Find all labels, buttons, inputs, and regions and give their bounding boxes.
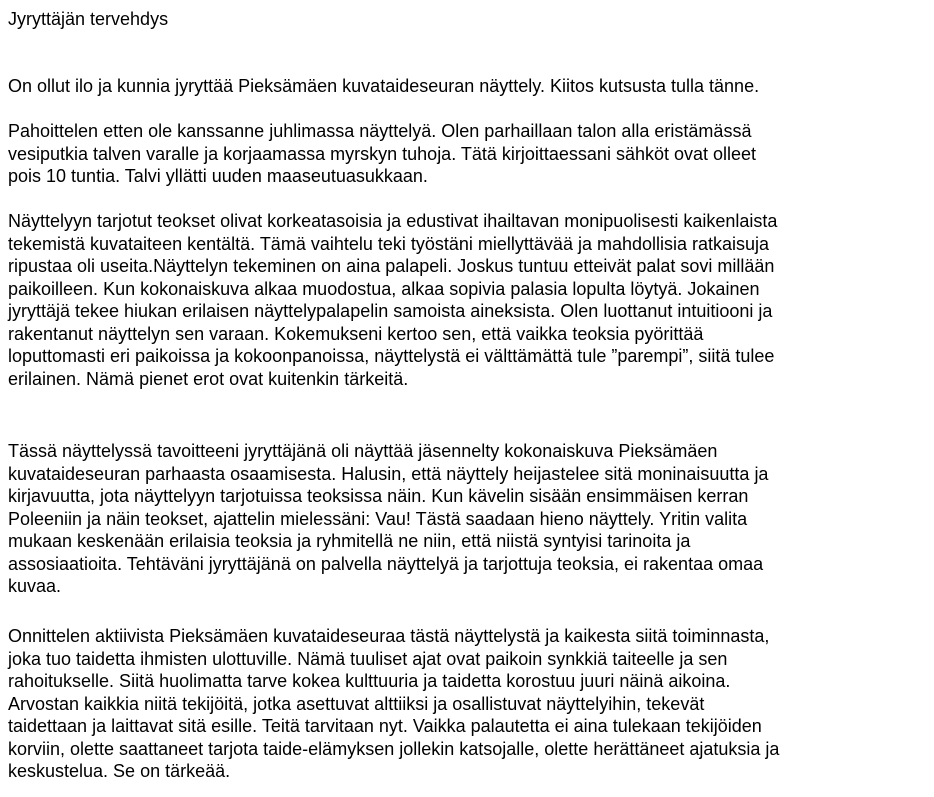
paragraph-line: erilainen. Nämä pienet erot ovat kuitenkin tärkeitä. <box>8 368 409 389</box>
paragraph-line: mukaan keskenään erilaisia teoksia ja ryhmitellä ne niin, että niistä syntyisi tarinoita ja <box>8 531 691 551</box>
paragraph-line: kuvataideseuran parhaasta osaamisesta. Halusin, että näyttely heijastelee sitä moninaisuutta ja <box>8 463 769 484</box>
paragraph-works <box>8 210 926 390</box>
paragraph-line: taidettaan ja laittavat sitä esille. Teitä tarvitaan nyt. Vaikka palautetta ei aina tulekaan tekijöiden <box>8 716 762 736</box>
paragraph-line: ripustaa oli useita.Näyttelyn tekeminen on aina palapeli. Joskus tuntuu etteivät palat sovi millään <box>8 256 775 276</box>
paragraph-line: korviin, olette saattaneet tarjota taide-elämyksen jollekin katsojalle, olette herättäneet ajatuksia ja <box>8 738 780 759</box>
paragraph-line: rahoitukselle. Siitä huolimatta tarve kokea kulttuuria ja taidetta korostuu juuri näinä aikoina. <box>8 671 731 691</box>
paragraph-line: tekemistä kuvataiteen kentältä. Tämä vaihtelu teki työstäni miellyttävää ja mahdollisia ratkaisuja <box>8 233 770 254</box>
paragraph-line: Onnittelen aktiivista Pieksämäen kuvataideseuraa tästä näyttelystä ja kaikesta siitä toiminnasta, <box>8 626 770 646</box>
document-title: Jyryttäjän tervehdys <box>8 9 169 29</box>
paragraph-line: keskustelua. Se on tärkeää. <box>8 761 231 781</box>
paragraph-line: rakentanut näyttelyn sen varaan. Kokemukseni kertoo sen, että vaikka teoksia pyörittää <box>8 323 704 344</box>
paragraph-line: kuvaa. <box>8 576 62 596</box>
paragraph-line: joka tuo taidetta ihmisten ulottuville. Nämä tuuliset ajat ovat paikoin synkkiä taiteelle ja sen <box>8 648 728 669</box>
paragraph-line: kirjavuutta, jota näyttelyyn tarjotuissa teoksissa näin. Kun kävelin sisään ensimmäisen kerran <box>8 486 749 506</box>
paragraph-apology <box>8 120 926 188</box>
paragraph-line: loputtomasti eri paikoissa ja kokoonpanoissa, näyttelystä ei välttämättä tule ”parempi”, siitä tulee <box>8 346 775 366</box>
paragraph-line: assosiaatioita. Tehtäväni jyryttäjänä on palvella näyttelyä ja tarjottuja teoksia, ei rakentaa omaa <box>8 553 764 574</box>
paragraph-congratulations <box>8 625 926 783</box>
paragraph-line: On ollut ilo ja kunnia jyryttää Pieksämäen kuvataideseuran näyttely. Kiitos kutsusta tulla tänne. <box>8 76 760 96</box>
paragraph-line: Arvostan kaikkia niitä tekijöitä, jotka asettuvat alttiiksi ja osallistuvat näyttelyihin, tekevät <box>8 693 705 714</box>
paragraph-line: Tässä näyttelyssä tavoitteeni jyryttäjänä oli näyttää jäsennelty kokonaiskuva Pieksämäen <box>8 441 718 461</box>
paragraph-line: jyryttäjä tekee hiukan erilaisen näyttelypalapelin samoista aineksista. Olen luottanut intuitiooni ja <box>8 301 773 321</box>
paragraph-line: pois 10 tuntia. Talvi yllätti uuden maaseutuasukkaan. <box>8 166 428 186</box>
paragraph-line: Poleeniin ja näin teokset, ajattelin mielessäni: Vau! Tästä saadaan hieno näyttely. Yritin valita <box>8 508 748 529</box>
paragraph-line: paikoilleen. Kun kokonaiskuva alkaa muodostua, alkaa sopivia palasia lopulta löytyä. Jokainen <box>8 278 760 299</box>
paragraph-greeting <box>8 75 926 98</box>
paragraph-line: vesiputkia talven varalle ja korjaamassa myrskyn tuhoja. Tätä kirjoittaessani sähköt ovat olleet <box>8 143 757 164</box>
paragraph-line: Näyttelyyn tarjotut teokset olivat korkeatasoisia ja edustivat ihailtavan monipuolisesti kaikenlaista <box>8 211 778 231</box>
paragraph-goal <box>8 440 926 598</box>
paragraph-line: Pahoittelen etten ole kanssanne juhlimassa näyttelyä. Olen parhaillaan talon alla eristämässä <box>8 121 752 141</box>
